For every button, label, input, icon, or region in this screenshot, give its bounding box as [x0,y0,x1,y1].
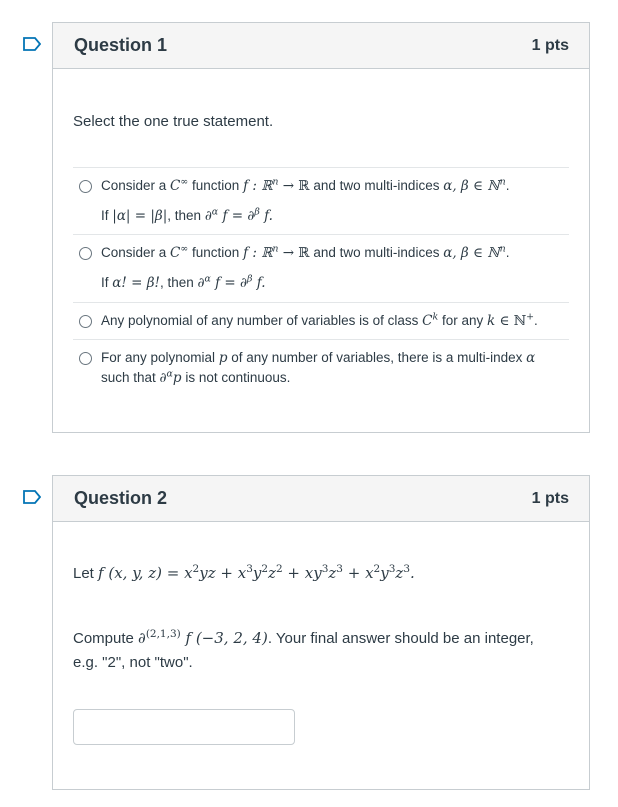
answer-text: Consider a C∞ function f : ℝ$^n$ → ℝ and two multi-indices α, β ∈ ℕ$^n$. If α! = β!, then ∂$^\alpha$ f = ∂$^\beta$ f. [101,243,510,292]
question-1-prompt: Select the one true statement. [73,113,274,130]
radio-button[interactable] [79,352,92,365]
answer-option-2[interactable] [73,235,569,303]
question-1-title: Question 1 [74,35,168,55]
flag-question-1-icon[interactable] [23,37,41,51]
question-2-card [52,475,590,790]
radio-button[interactable] [79,315,92,328]
question-2-title: Question 2 [74,488,168,508]
answer-text: Consider a C∞ function f : ℝ$^n$ → ℝ and two multi-indices α, β ∈ ℕ$^n$. If |α| = |β|, then ∂$^\alpha$ f = ∂$^\beta$ f. [101,176,510,224]
radio-button[interactable] [79,180,92,193]
answer-option-1[interactable] [73,168,569,236]
question-1-header [53,23,589,69]
answer-list [73,167,569,397]
question-1-card [52,22,590,433]
question-2-function-definition: Let f (x, y, $z) = x^2yz + x^3y^2z^2 + xy^3z^3 + x^2y^3z^3$. [73,563,415,582]
question-2-body [53,562,589,745]
flag-question-2-icon[interactable] [23,490,41,504]
question-1-points: 1 pts [531,36,569,54]
answer-text: Any polynomial of any number of variables is of class $C^k$ for any k ∈ ℕ+. [101,311,538,329]
answer-text: For any polynomial p of any number of variables, there is a multi-index α such that ∂$^\alpha$p is not continuous. [101,349,536,386]
question-2-instruction: Compute ∂$^{(2,1,3)}$ f (−3, 2, 4). Your final answer should be an integer, e.g. "2", not "two". [73,627,534,671]
answer-option-4[interactable] [73,340,569,397]
question-2-header [53,476,589,522]
question-1-body [53,111,589,396]
answer-option-3[interactable] [73,303,569,340]
question-2-points: 1 pts [531,489,569,507]
radio-button[interactable] [79,247,92,260]
answer-input[interactable] [73,709,295,745]
